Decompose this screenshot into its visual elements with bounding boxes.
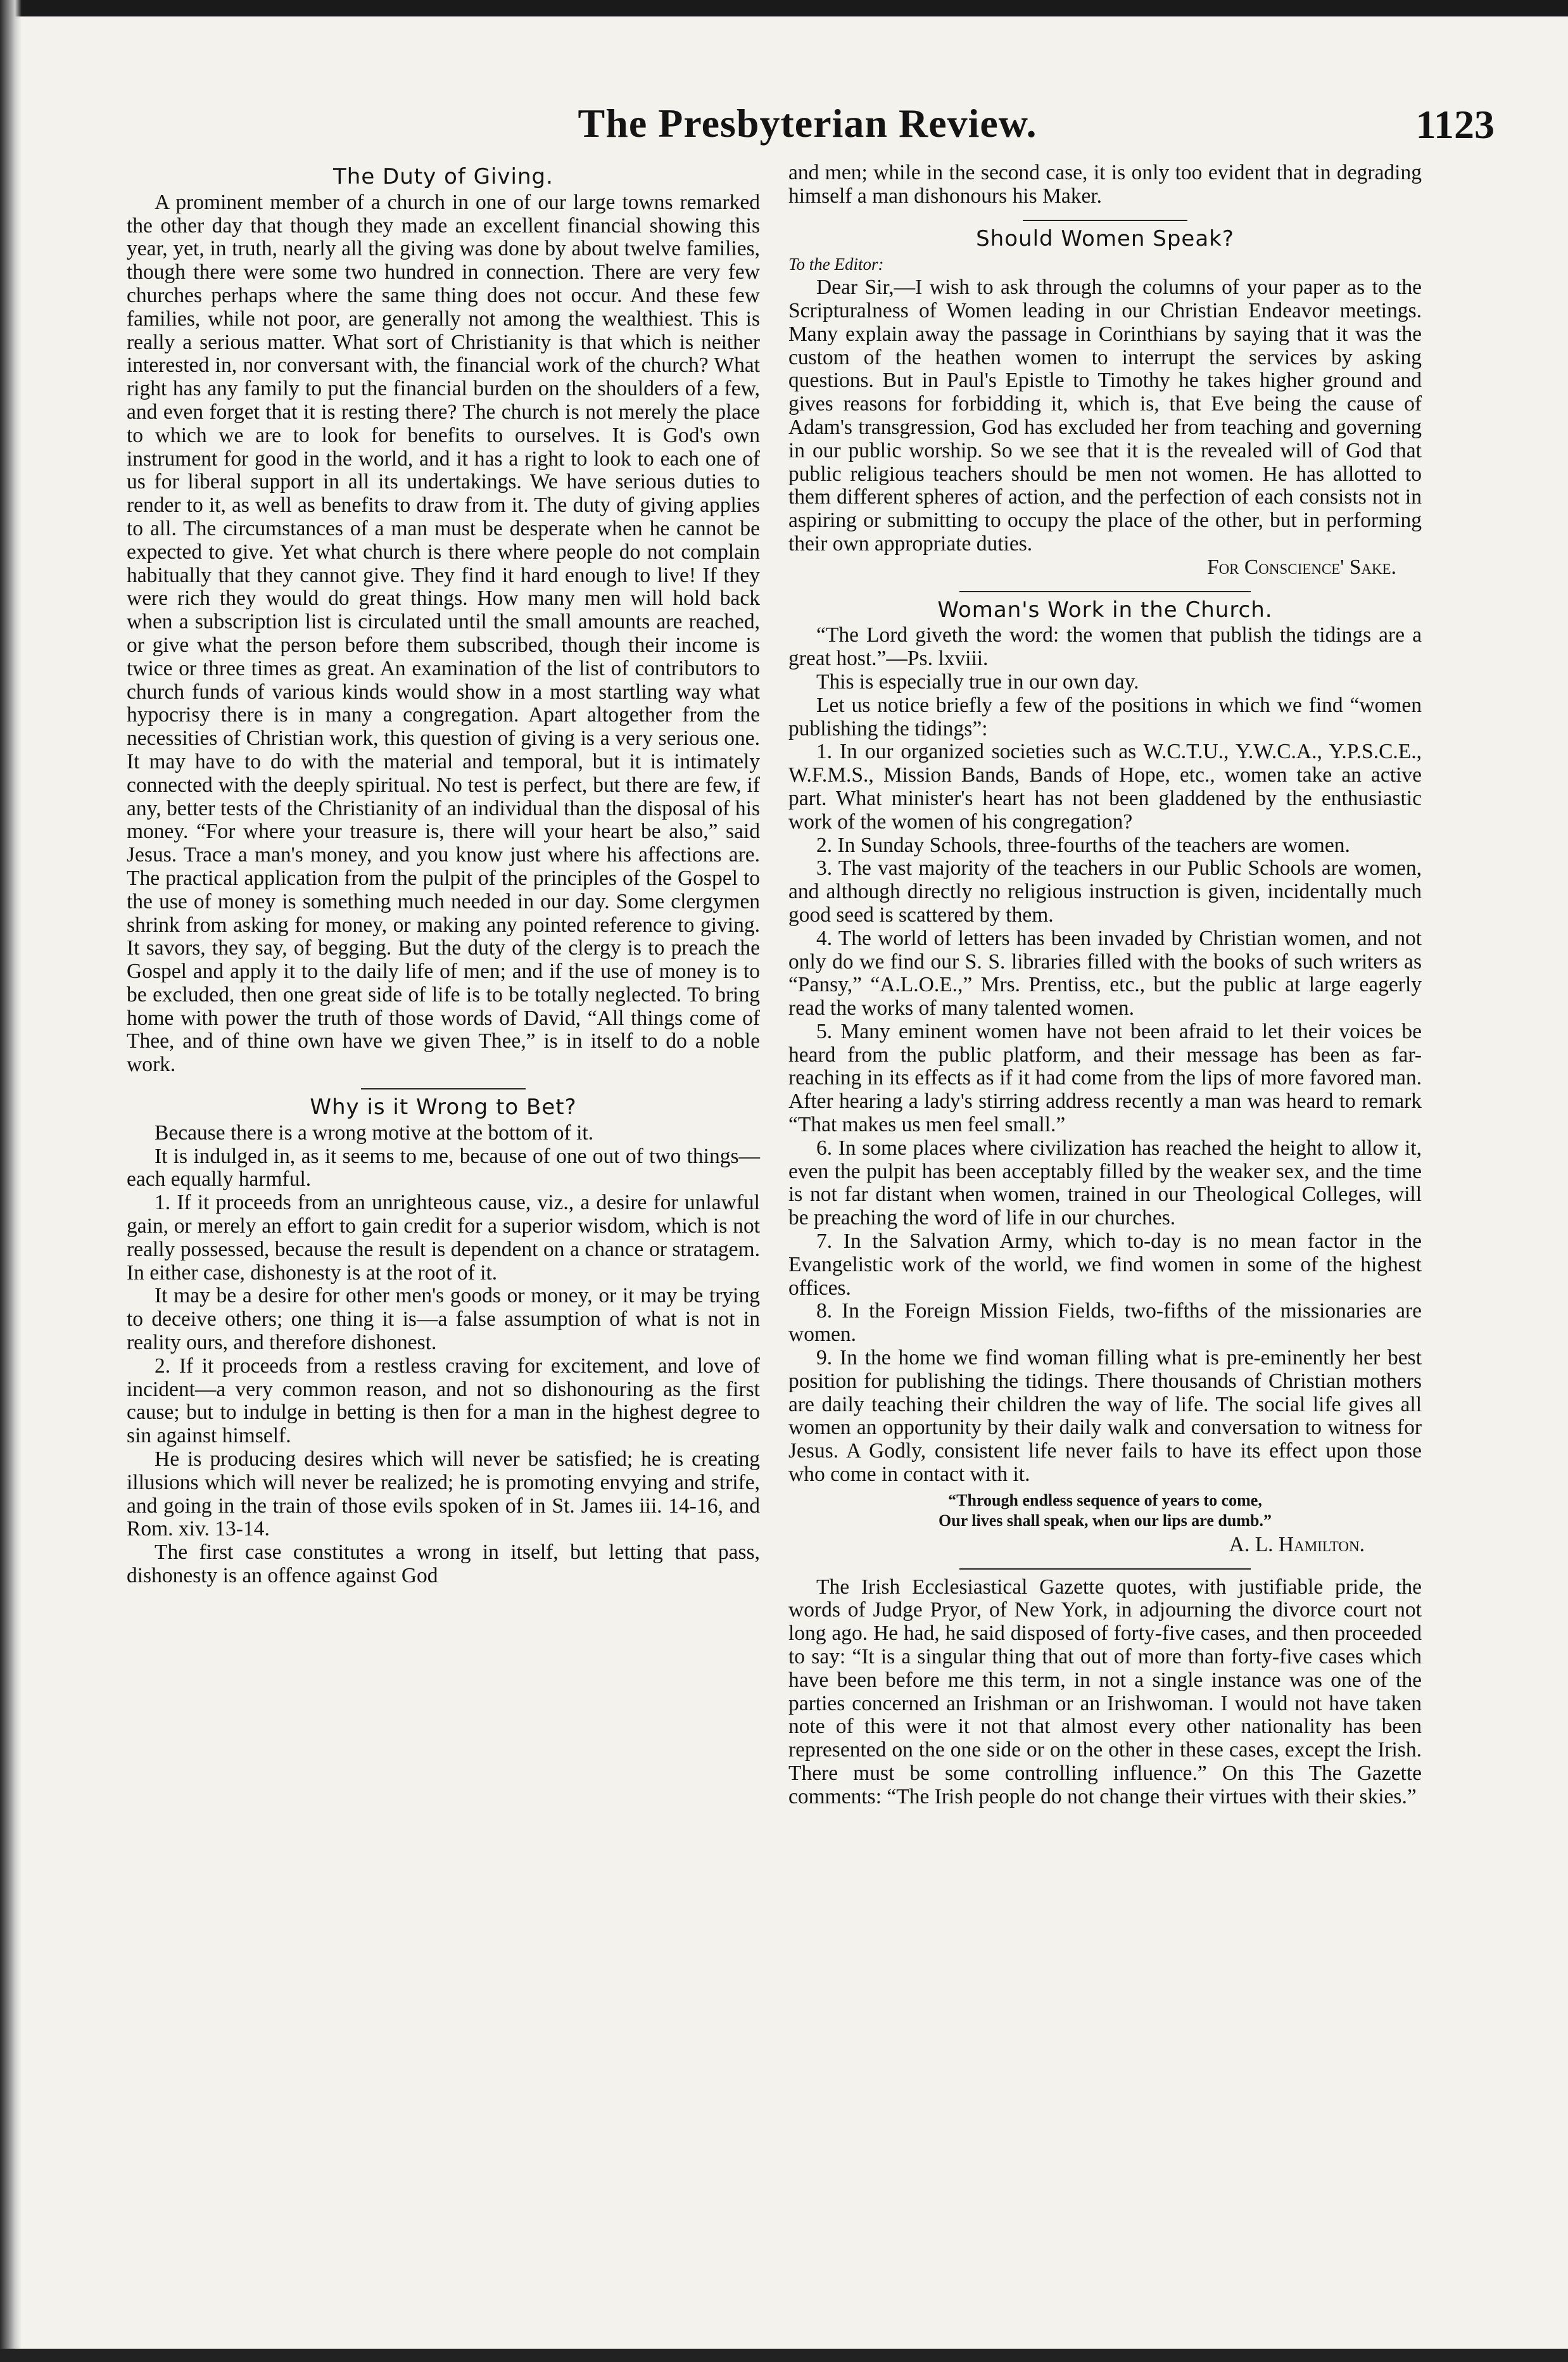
- scan-edge-bottom: [0, 2349, 1568, 2362]
- article-title-wrong-to-bet: Why is it Wrong to Bet?: [310, 1095, 577, 1121]
- article-paragraph: 1. If it proceeds from an unrighteous cause, viz., a desire for unlawful gain, or merely an effort to gain credit for a superior wisdom, which is not really possessed, because the result is dependent on a chance or stratagem. In either case, dishonesty is at the root of it.: [127, 1191, 760, 1285]
- article-paragraph: The first case constitutes a wrong in itself, but letting that pass, dishonesty is an offence against God: [127, 1540, 760, 1588]
- section-divider: [1023, 220, 1187, 221]
- article-paragraph: This is especially true in our own day.: [816, 670, 1139, 694]
- scan-edge-left: [0, 0, 22, 2362]
- article-paragraph: 7. In the Salvation Army, which to-day is no mean factor in the Evangelistic work of the world, we find women in some of the highest offices.: [788, 1229, 1422, 1300]
- poem-quote: [788, 1490, 1422, 1531]
- article-paragraph: The Irish Ecclesiastical Gazette quotes, with justifiable pride, the words of Judge Pryor, of New York, in adjourning the divorce court not long ago. He had, he said disposed of forty-five cases, and then proceeded to say: “It is a singular thing that out of more than forty-five cases which have been before me this term, in not a single instance was one of the parties concerned an Irishman or an Irishwoman. I would not have taken note of this were it not that almost every other nationality has been represented on the one side or on the other in these cases, except the Irish. There must be some controlling influence.” On this The Gazette comments: “The Irish people do not change their virtues with their skies.”: [788, 1575, 1422, 1808]
- page-header: [95, 89, 1520, 158]
- poem-line: Our lives shall speak, when our lips are dumb.”: [939, 1511, 1272, 1530]
- right-column: [788, 162, 1422, 1809]
- letter-signature: For Conscience' Sake.: [1206, 555, 1396, 579]
- scan-edge-top: [0, 0, 1568, 16]
- letter-salutation-heading: To the Editor:: [788, 255, 884, 274]
- left-column: [127, 162, 760, 1588]
- article-paragraph: Let us notice briefly a few of the positions in which we find “women publishing the tidings”:: [788, 693, 1422, 740]
- poem-line: “Through endless sequence of years to come,: [948, 1490, 1262, 1509]
- article-paragraph: 3. The vast majority of the teachers in our Public Schools are women, and although directly no religious instruction is given, incidentally much good seed is scattered by them.: [788, 856, 1422, 927]
- journal-title: The Presbyterian Review.: [578, 101, 1037, 146]
- article-signature: A. L. Hamilton.: [1229, 1532, 1365, 1556]
- letter-paragraph: Dear Sir,—I wish to ask through the columns of your paper as to the Scripturalness of Women leading in our Christian Endeavor meetings. Many explain away the passage in Corinthians by saying that it was the custom of the heathen women to interrupt the services by asking questions. But in Paul's Epistle to Timothy he takes higher ground and gives reasons for forbidding it, which is, that Eve being the cause of Adam's transgression, God has excluded her from teaching and governing in our public worship. So we see that it is the revealed will of God that public religious teachers should be men not women. He has allotted to them different spheres of action, and the perfection of each consists not in aspiring or submitting to occupy the place of the other, but in performing their own appropriate duties.: [788, 276, 1422, 556]
- article-paragraph: 9. In the home we find woman filling what is pre-eminently her best position for publishing the tidings. There thousands of Christian mothers are daily teaching their children the way of life. The social life gives all women an opportunity by their daily walk and conversation to witness for Jesus. A Godly, consistent life never fails to have its effect upon those who come in contact with it.: [788, 1346, 1422, 1487]
- article-title-should-women-speak: Should Women Speak?: [976, 225, 1234, 251]
- article-paragraph: 4. The world of letters has been invaded by Christian women, and not only do we find our S. S. libraries filled with the books of such writers as “Pansy,” “A.L.O.E.,” Mrs. Prentiss, etc., but the public at large eagerly read the works of many talented women.: [788, 926, 1422, 1020]
- article-paragraph: 1. In our organized societies such as W.C.T.U., Y.W.C.A., Y.P.S.C.E., W.F.M.S., Mission Bands, Bands of Hope, etc., women take an active part. What minister's heart has not been gladdened by the enthusiastic work of the women of his congregation?: [788, 740, 1422, 834]
- article-paragraph: 2. In Sunday Schools, three-fourths of the teachers are women.: [816, 833, 1350, 857]
- article-paragraph: It may be a desire for other men's goods or money, or it may be trying to deceive others; one thing it is—a false assumption of what is not in reality ours, and therefore dishonest.: [127, 1284, 760, 1355]
- article-paragraph: He is producing desires which will never be satisfied; he is creating illusions which will never be realized; he is promoting envying and strife, and going in the train of those evils spoken of in St. James iii. 14-16, and Rom. xiv. 13-14.: [127, 1447, 760, 1541]
- article-paragraph: 8. In the Foreign Mission Fields, two-fifths of the missionaries are women.: [788, 1299, 1422, 1347]
- article-title-duty-of-giving: The Duty of Giving.: [333, 164, 553, 189]
- article-paragraph: A prominent member of a church in one of our large towns remarked the other day that though they made an excellent financial showing this year, yet, in truth, nearly all the giving was done by about twelve families, though there were some two hundred in connection. There are very few churches perhaps where the same thing does not occur. And these few families, while not poor, are generally not among the wealthiest. This is really a serious matter. What sort of Christianity is that which is neither interested in, nor conversant with, the financial work of the church? What right has any family to put the financial burden on the shoulders of a few, and even forget that it is resting there? The church is not merely the place to which we are to look for benefits to ourselves. It is God's own instrument for good in the world, and it has a right to look to each one of us for liberal support in all its undertakings. We have serious duties to render to it, as well as benefits to draw from it. The duty of giving applies to all. The circumstances of a man must be desperate when he cannot be expected to give. Yet what church is there where people do not complain habitually that they cannot give. They find it hard enough to live! If they were rich they would do great things. How many men will hold back when a subscription list is circulated until the small amounts are reached, or give what the person before them subscribed, though their income is twice or three times as great. An examination of the list of contributors to church funds of various kinds would show in a most startling way what hypocrisy there is in many a congregation. Apart altogether from the necessities of Christian work, this question of giving is a very serious one. It may have to do with the material and temporal, but it is intimately connected with the deeply spiritual. No test is perfect, but there are few, if any, better tests of the Christianity of an individual than the disposal of his money. “For where your treasure is, there will your heart be also,” said Jesus. Trace a man's money, and you know just where his affections are. The practical application from the pulpit of the principles of the Gospel to the use of money is something much needed in our day. Some clergymen shrink from asking for money, or making any pointed reference to giving. It savors, they say, of begging. But the duty of the clergy is to preach the Gospel and apply it to the daily life of men; and if the use of money is to be excluded, then one great side of life is to be totally neglected. To bring home with power the truth of those words of David, “All things come of Thee, and of thine own have we given Thee,” is in itself to do a noble work.: [127, 190, 760, 1077]
- article-paragraph: 2. If it proceeds from a restless craving for excitement, and love of incident—a very common reason, and not so dishonouring as the first cause; but to indulge in betting is then for a man in the highest degree to sin against himself.: [127, 1354, 760, 1448]
- continued-paragraph: and men; while in the second case, it is only too evident that in degrading himself a man dishonours his Maker.: [788, 161, 1422, 208]
- section-divider: [959, 1568, 1251, 1570]
- article-paragraph: Because there is a wrong motive at the bottom of it.: [155, 1121, 594, 1145]
- section-divider: [959, 591, 1251, 592]
- article-paragraph: It is indulged in, as it seems to me, because of one out of two things—each equally harmful.: [127, 1144, 760, 1191]
- page-number: 1123: [1415, 102, 1495, 147]
- article-title-womans-work: Woman's Work in the Church.: [937, 597, 1273, 623]
- article-paragraph: “The Lord giveth the word: the women that publish the tidings are a great host.”—Ps. lxviii.: [788, 623, 1422, 671]
- section-divider: [361, 1088, 526, 1089]
- article-paragraph: 6. In some places where civilization has reached the height to allow it, even the pulpit has been acceptably filled by the weaker sex, and the time is not far distant when women, trained in our Theological Colleges, will be preaching the word of life in our churches.: [788, 1136, 1422, 1230]
- article-paragraph: 5. Many eminent women have not been afraid to let their voices be heard from the public platform, and their message has been as far-reaching in its effects as if it had come from the lips of more favored man. After hearing a lady's stirring address recently a man was heard to remark “That makes us men feel small.”: [788, 1019, 1422, 1137]
